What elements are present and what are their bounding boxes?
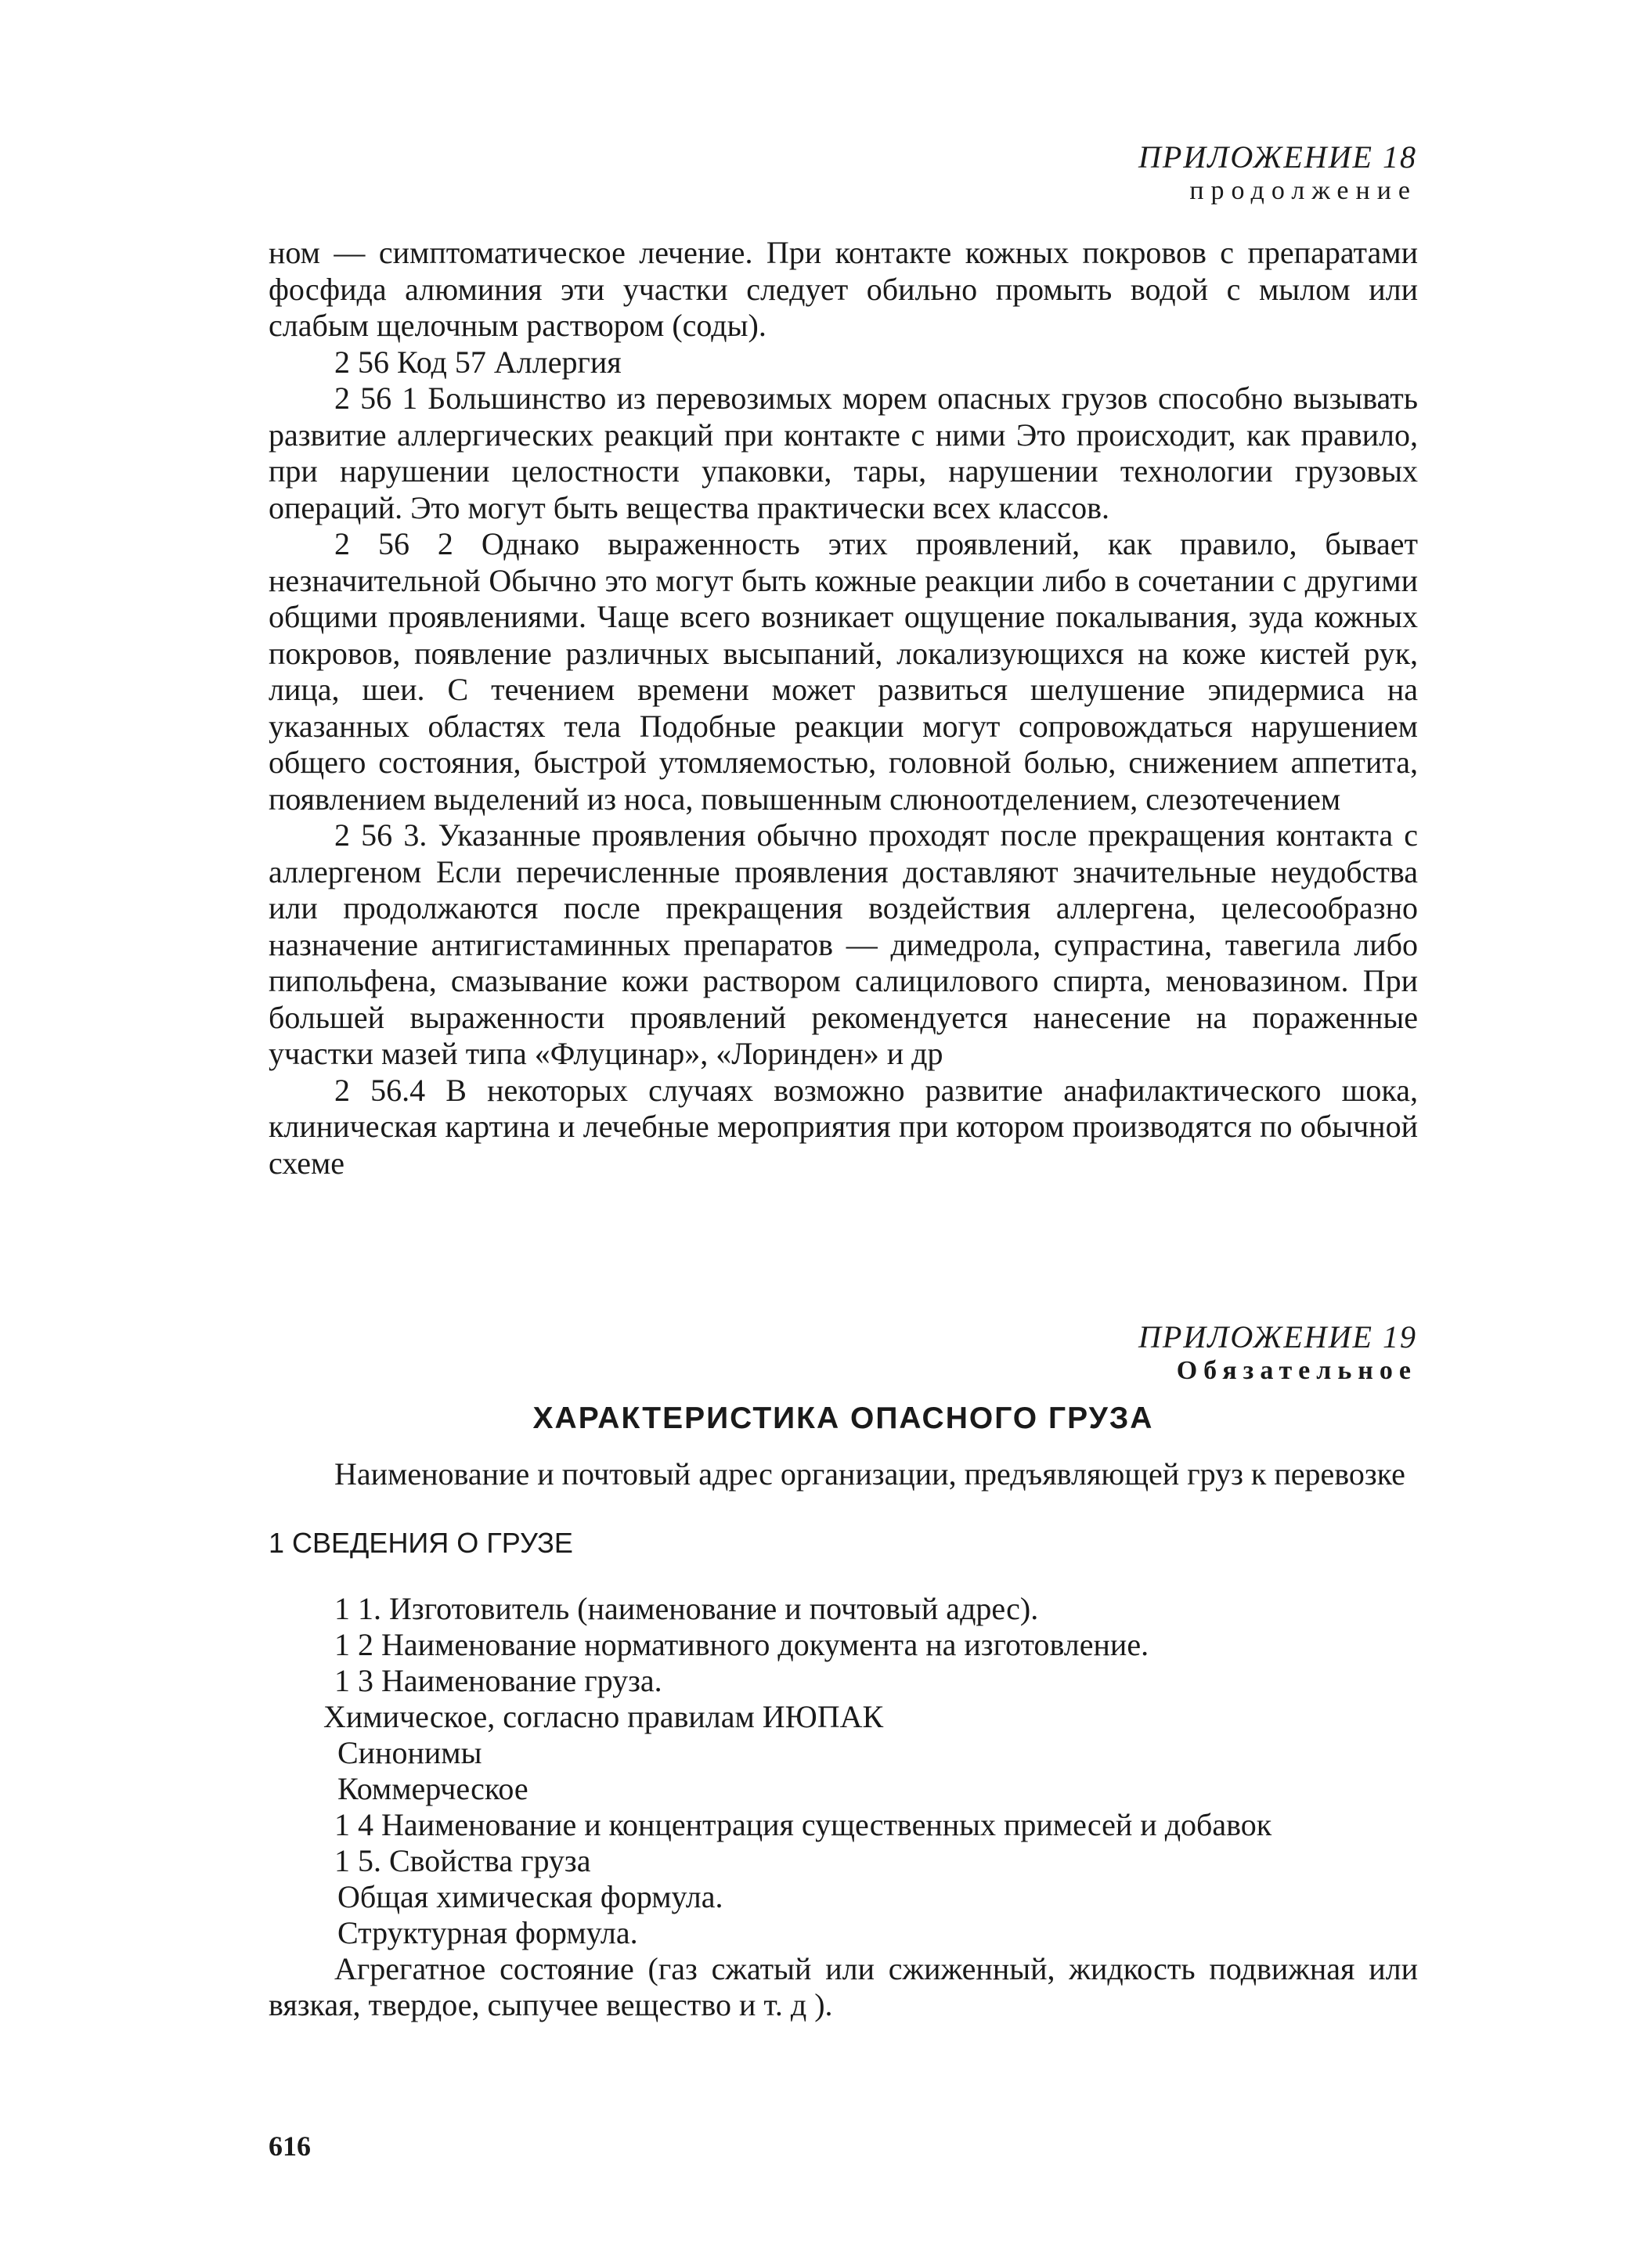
list-subitem: Химическое, согласно правилам ИЮПАК bbox=[323, 1699, 884, 1734]
appendix-19-text bbox=[269, 1456, 1418, 2023]
appendix-19-subtitle: Обязательное bbox=[1176, 1356, 1417, 1385]
list-subitem: Структурная формула. bbox=[337, 1915, 638, 1950]
list-subitem: Агрегатное состояние (газ сжатый или сжиженный, жидкость подвижная или вязкая, твердое, сыпучее вещество и т. д ). bbox=[269, 1951, 1418, 2022]
intro-paragraph: Наименование и почтовый адрес организации, предъявляющей груз к перевозке bbox=[334, 1456, 1405, 1492]
appendix-18-text bbox=[269, 235, 1418, 1181]
appendix-19-title: ПРИЛОЖЕНИЕ 19 bbox=[1138, 1319, 1417, 1355]
list-item: 1 3 Наименование груза. bbox=[334, 1663, 662, 1698]
paragraph: 2 56 Код 57 Аллергия bbox=[334, 344, 622, 380]
paragraph: 2 56.4 В некоторых случаях возможно развитие анафилактического шока, клиническая картина и лечебные мероприятия при котором производятся по обычной схеме bbox=[269, 1072, 1418, 1181]
section-title: 1 СВЕДЕНИЯ О ГРУЗЕ bbox=[269, 1527, 573, 1559]
appendix-18-subtitle: продолжение bbox=[1189, 176, 1417, 205]
appendix-18-title: ПРИЛОЖЕНИЕ 18 bbox=[1138, 139, 1417, 175]
list-item: 1 2 Наименование нормативного документа на изготовление. bbox=[334, 1627, 1149, 1662]
list-item: 1 5. Свойства груза bbox=[334, 1843, 591, 1878]
list-subitem: Общая химическая формула. bbox=[337, 1879, 723, 1914]
paragraph: 2 56 1 Большинство из перевозимых морем опасных грузов способно вызывать развитие аллергических реакций при контакте с ними Это происходит, как правило, при нарушении целостности упаковки, тары, нарушении технологии грузовых операций. Это могут быть вещества практически всех классов. bbox=[269, 381, 1418, 525]
list-item: 1 4 Наименование и концентрация существенных примесей и добавок bbox=[334, 1807, 1272, 1842]
list-item: 1 1. Изготовитель (наименование и почтовый адрес). bbox=[334, 1591, 1039, 1626]
paragraph: ном — симптоматическое лечение. При контакте кожных покровов с препаратами фосфида алюминия эти участки следует обильно промыть водой с мылом или слабым щелочным раствором (соды). bbox=[269, 235, 1418, 343]
list-subitem: Коммерческое bbox=[337, 1771, 528, 1806]
list-subitem: Синонимы bbox=[337, 1735, 482, 1770]
paragraph: 2 56 2 Однако выраженность этих проявлений, как правило, бывает незначительной Обычно это могут быть кожные реакции либо в сочетании с другими общими проявлениями. Чаще всего возникает ощущение покалывания, зуда кожных покровов, появление различных высыпаний, локализующихся на коже кистей рук, лица, шеи. С течением времени может развиться шелушение эпидермиса на указанных областях тела Подобные реакции могут сопровождаться нарушением общего состояния, быстрой утомляемостью, головной болью, снижением аппетита, появлением выделений из носа, повышенным слюноотделением, слезотечением bbox=[269, 526, 1418, 817]
appendix-18-header bbox=[1138, 139, 1417, 206]
appendix-19-header bbox=[1138, 1319, 1417, 1386]
document-heading: ХАРАКТЕРИСТИКА ОПАСНОГО ГРУЗА bbox=[532, 1401, 1154, 1435]
page-number: 616 bbox=[269, 2130, 311, 2162]
paragraph: 2 56 3. Указанные проявления обычно проходят после прекращения контакта с аллергеном Если перечисленные проявления доставляют значительные неудобства или продолжаются после прекращения воздействия аллергена, целесообразно назначение антигистаминных препаратов — димедрола, супрастина, тавегила либо пипольфена, смазывание кожи раствором салицилового спирта, меновазином. При большей выраженности проявлений рекомендуется нанесение на пораженные участки мазей типа «Флуцинар», «Лоринден» и др bbox=[269, 817, 1418, 1071]
